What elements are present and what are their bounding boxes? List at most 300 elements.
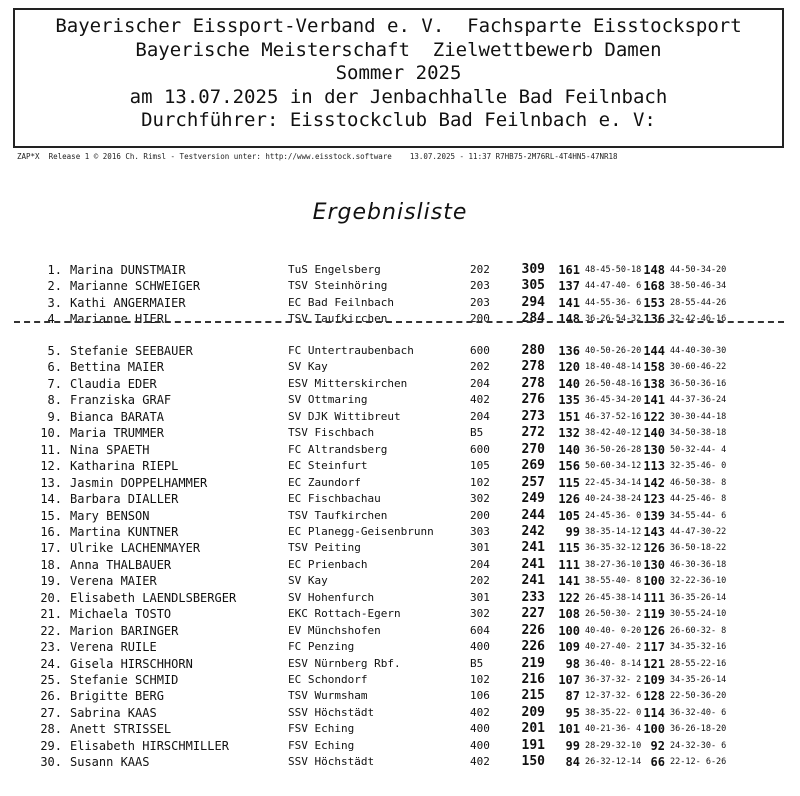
round2-score: 140: [643, 426, 665, 441]
club-name: TSV Peiting: [288, 541, 361, 555]
round2-score: 141: [643, 393, 665, 408]
total-score: 284: [521, 311, 545, 327]
result-row: [0, 343, 800, 359]
round2-score: 114: [643, 705, 665, 720]
club-code: 204: [470, 376, 490, 390]
round1-score: 108: [558, 607, 580, 622]
round1-score: 107: [558, 673, 580, 687]
total-score: 226: [521, 622, 545, 638]
rank: 18.: [40, 557, 62, 572]
athlete-name: Kathi ANGERMAIER: [70, 295, 186, 310]
qualification-separator: [14, 321, 784, 323]
total-score: 241: [521, 540, 545, 556]
club-name: EKC Rottach-Egern: [288, 607, 401, 621]
round1-detail: 26-50-48-16: [585, 378, 642, 389]
event-header-box: [13, 8, 784, 148]
round1-detail: 44-55-36- 6: [585, 297, 642, 308]
round2-detail: 36-35-26-14: [670, 592, 727, 603]
club-code: 204: [470, 557, 490, 571]
result-row: [0, 738, 800, 754]
total-score: 209: [521, 704, 545, 720]
round2-detail: 22-50-36-20: [670, 691, 727, 702]
round2-score: 92: [650, 738, 665, 753]
total-score: 257: [521, 474, 545, 490]
club-name: ESV Mitterskirchen: [288, 376, 408, 390]
round1-score: 141: [558, 295, 580, 310]
round2-score: 139: [643, 508, 665, 523]
round2-detail: 44-40-30-30: [670, 346, 727, 356]
round2-detail: 34-50-38-18: [670, 428, 727, 439]
rank: 28.: [40, 722, 62, 737]
club-code: 301: [470, 541, 490, 555]
round2-detail: 38-50-46-34: [670, 281, 727, 292]
result-row: [0, 606, 800, 622]
result-row: [0, 262, 800, 278]
club-name: EV Münchshofen: [288, 623, 381, 637]
athlete-name: Susann KAAS: [70, 755, 150, 770]
rank: 15.: [40, 508, 62, 523]
club-name: SV DJK Wittibreut: [288, 409, 401, 423]
round1-detail: 12-37-32- 6: [585, 691, 642, 702]
total-score: 273: [521, 408, 545, 424]
round1-score: 105: [558, 508, 580, 523]
round2-detail: 28-55-22-16: [670, 658, 727, 669]
round1-detail: 36-45-34-20: [585, 395, 642, 406]
round1-detail: 24-45-36- 0: [585, 510, 642, 521]
athlete-name: Michaela TOSTO: [70, 607, 172, 622]
round1-score: 84: [565, 755, 580, 770]
athlete-name: Stefanie SEEBAUER: [70, 344, 193, 358]
total-score: 280: [521, 343, 545, 358]
club-code: 302: [470, 492, 490, 506]
club-code: 102: [470, 673, 490, 686]
club-code: 600: [470, 442, 490, 456]
club-code: 202: [470, 360, 490, 374]
championship-line: Bayerische Meisterschaft Zielwettbewerb Damen: [135, 38, 662, 61]
club-name: SV Kay: [288, 574, 328, 588]
club-name: EC Schondorf: [288, 673, 368, 686]
round1-score: 98: [565, 656, 580, 671]
athlete-name: Marianne HIERL: [70, 312, 172, 327]
club-code: 200: [470, 312, 490, 326]
athlete-name: Mary BENSON: [70, 508, 150, 523]
round2-detail: 36-50-18-22: [670, 543, 727, 554]
athlete-name: Stefanie SCHMID: [70, 673, 179, 687]
total-score: 270: [521, 441, 545, 457]
club-name: ESV Nürnberg Rbf.: [288, 656, 401, 670]
round1-detail: 26-32-12-14: [585, 757, 642, 768]
result-row: [0, 540, 800, 556]
club-name: FC Untertraubenbach: [288, 344, 414, 357]
round1-detail: 26-50-30- 2: [585, 609, 642, 620]
athlete-name: Bianca BARATA: [70, 409, 164, 424]
round1-score: 151: [558, 409, 580, 424]
round2-score: 122: [643, 409, 665, 424]
round1-score: 120: [558, 360, 580, 375]
club-name: SV Hohenfurch: [288, 590, 375, 604]
club-name: FC Penzing: [288, 640, 355, 654]
athlete-name: Claudia EDER: [70, 376, 157, 391]
rank: 11.: [40, 442, 62, 457]
round2-score: 126: [643, 623, 665, 638]
round1-score: 140: [558, 376, 580, 391]
total-score: 276: [521, 392, 545, 408]
result-row: [0, 376, 800, 392]
round1-detail: 40-24-38-24: [585, 494, 642, 505]
club-code: 106: [470, 689, 490, 703]
round2-detail: 32-22-36-10: [670, 576, 727, 587]
club-name: SSV Höchstädt: [288, 705, 375, 719]
round2-score: 126: [643, 541, 665, 556]
athlete-name: Marion BARINGER: [70, 623, 179, 638]
round2-detail: 44-25-46- 8: [670, 494, 727, 505]
round1-score: 109: [558, 640, 580, 655]
round2-detail: 30-55-24-10: [670, 609, 727, 620]
club-code: 400: [470, 722, 490, 736]
round2-detail: 34-35-32-16: [670, 642, 727, 653]
round1-detail: 48-45-50-18: [585, 265, 642, 275]
rank: 9.: [47, 409, 62, 424]
round1-detail: 36-35-32-12: [585, 543, 642, 554]
round1-detail: 36-40- 8-14: [585, 658, 642, 669]
round1-score: 115: [558, 475, 580, 490]
total-score: 278: [521, 359, 545, 375]
round1-detail: 38-42-40-12: [585, 428, 642, 439]
result-row: [0, 491, 800, 507]
athlete-name: Jasmin DOPPELHAMMER: [70, 475, 208, 490]
result-row: [0, 705, 800, 721]
round1-detail: 22-45-34-14: [585, 477, 642, 488]
club-code: 402: [470, 755, 490, 769]
rank: 29.: [40, 738, 62, 753]
round1-score: 161: [558, 263, 580, 277]
total-score: 241: [521, 573, 545, 589]
round2-score: 144: [643, 344, 665, 358]
round1-score: 99: [565, 738, 580, 753]
result-row: [0, 656, 800, 672]
result-row: [0, 311, 800, 327]
round2-score: 158: [643, 360, 665, 375]
round1-detail: 38-55-40- 8: [585, 576, 642, 587]
rank: 13.: [40, 475, 62, 490]
round2-detail: 46-50-38- 8: [670, 477, 727, 488]
round2-detail: 44-37-36-24: [670, 395, 727, 406]
result-row: [0, 409, 800, 425]
round2-detail: 30-30-44-18: [670, 411, 727, 422]
result-row: [0, 359, 800, 375]
round2-detail: 30-60-46-22: [670, 362, 727, 373]
club-code: 203: [470, 295, 490, 309]
round1-score: 135: [558, 393, 580, 408]
total-score: 150: [521, 754, 545, 770]
rank: 19.: [40, 574, 62, 589]
round1-detail: 38-27-36-10: [585, 559, 642, 570]
athlete-name: Gisela HIRSCHHORN: [70, 656, 193, 671]
athlete-name: Verena RUILE: [70, 640, 157, 655]
total-score: 309: [521, 262, 545, 277]
club-name: TuS Engelsberg: [288, 263, 381, 276]
club-code: 200: [470, 508, 490, 522]
rank: 1.: [47, 263, 62, 277]
round2-score: 142: [643, 475, 665, 490]
round1-score: 137: [558, 279, 580, 294]
round2-detail: 26-60-32- 8: [670, 625, 727, 636]
round2-detail: 44-50-34-20: [670, 265, 727, 275]
round2-score: 130: [643, 557, 665, 572]
club-name: EC Bad Feilnbach: [288, 295, 394, 309]
athlete-name: Bettina MAIER: [70, 360, 164, 375]
round2-detail: 46-30-36-18: [670, 559, 727, 570]
round1-detail: 44-47-40- 6: [585, 281, 642, 292]
club-name: EC Fischbachau: [288, 492, 381, 506]
total-score: 305: [521, 278, 545, 294]
club-name: EC Planegg-Geisenbrunn: [288, 524, 434, 538]
rank: 22.: [40, 623, 62, 638]
round1-detail: 40-50-26-20: [585, 346, 642, 356]
total-score: 226: [521, 639, 545, 655]
round2-score: 128: [643, 689, 665, 704]
round1-score: 156: [558, 459, 580, 474]
rank: 30.: [40, 755, 62, 770]
round1-score: 111: [558, 557, 580, 572]
club-name: SV Ottmaring: [288, 393, 368, 407]
athlete-name: Brigitte BERG: [70, 689, 164, 704]
club-name: TSV Taufkirchen: [288, 312, 388, 326]
total-score: 215: [521, 688, 545, 704]
athlete-name: Barbara DIALLER: [70, 492, 179, 507]
result-row: [0, 573, 800, 589]
round2-score: 143: [643, 524, 665, 539]
round1-detail: 40-40- 0-20: [585, 625, 642, 636]
total-score: 216: [521, 672, 545, 687]
club-name: EC Zaundorf: [288, 475, 361, 489]
round1-detail: 28-29-32-10: [585, 740, 642, 751]
round1-detail: 38-35-22- 0: [585, 707, 642, 718]
athlete-name: Anna THALBAUER: [70, 557, 172, 572]
rank: 10.: [40, 426, 62, 441]
result-row: [0, 721, 800, 737]
federation-line: Bayerischer Eissport-Verband e. V. Fachsparte Eisstocksport: [55, 15, 742, 37]
club-code: 400: [470, 738, 490, 752]
rank: 7.: [47, 376, 62, 391]
round1-detail: 26-45-38-14: [585, 592, 642, 603]
round1-detail: 36-50-26-28: [585, 444, 642, 455]
athlete-name: Sabrina KAAS: [70, 705, 157, 720]
rank: 21.: [40, 607, 62, 622]
total-score: 269: [521, 458, 545, 474]
total-score: 244: [521, 507, 545, 523]
round2-score: 168: [643, 279, 665, 294]
round1-score: 136: [558, 344, 580, 358]
rank: 17.: [40, 541, 62, 556]
round1-score: 87: [565, 689, 580, 704]
round2-score: 113: [643, 459, 665, 474]
rank: 23.: [40, 640, 62, 655]
round2-detail: 50-32-44- 4: [670, 444, 727, 455]
total-score: 201: [521, 721, 545, 737]
club-name: FSV Eching: [288, 738, 355, 752]
round2-detail: 24-32-30- 6: [670, 740, 727, 751]
result-row: [0, 590, 800, 606]
result-row: [0, 458, 800, 474]
club-name: EC Prienbach: [288, 557, 368, 571]
total-score: 249: [521, 491, 545, 507]
round2-score: 153: [643, 295, 665, 310]
round2-detail: 34-55-44- 6: [670, 510, 727, 521]
club-name: EC Steinfurt: [288, 459, 368, 473]
club-code: 604: [470, 623, 490, 637]
result-row: [0, 278, 800, 294]
club-code: 203: [470, 279, 490, 293]
round2-detail: 36-50-36-16: [670, 378, 727, 389]
rank: 26.: [40, 689, 62, 704]
season-line: Sommer 2025: [335, 62, 462, 84]
club-code: B5: [470, 656, 484, 670]
rank: 14.: [40, 492, 62, 507]
result-row: [0, 524, 800, 540]
page-title: Ergebnisliste: [312, 200, 468, 225]
result-row: [0, 425, 800, 441]
round2-score: 136: [643, 312, 665, 327]
round1-score: 148: [558, 312, 580, 327]
athlete-name: Ulrike LACHENMAYER: [70, 541, 201, 556]
round2-score: 123: [643, 492, 665, 507]
club-name: TSV Steinhöring: [288, 279, 388, 293]
club-code: 303: [470, 524, 490, 538]
athlete-name: Elisabeth LAENDLSBERGER: [70, 590, 237, 605]
club-name: FC Altrandsberg: [288, 442, 388, 456]
total-score: 272: [521, 425, 545, 441]
round1-score: 122: [558, 590, 580, 605]
rank: 2.: [47, 279, 62, 294]
total-score: 242: [521, 523, 545, 539]
club-code: 202: [470, 574, 490, 588]
round1-score: 140: [558, 442, 580, 457]
athlete-name: Katharina RIEPL: [70, 459, 179, 474]
athlete-name: Verena MAIER: [70, 574, 157, 589]
round2-score: 111: [643, 590, 665, 605]
club-code: B5: [470, 426, 484, 440]
result-row: [0, 623, 800, 639]
round2-detail: 32-35-46- 0: [670, 461, 727, 472]
club-code: 105: [470, 459, 490, 473]
round1-score: 141: [558, 574, 580, 589]
rank: 24.: [40, 656, 62, 671]
round1-score: 99: [565, 524, 580, 539]
rank: 8.: [47, 393, 62, 408]
club-name: SV Kay: [288, 360, 328, 374]
rank: 3.: [47, 295, 62, 310]
rank: 12.: [40, 459, 62, 474]
athlete-name: Maria TRUMMER: [70, 426, 164, 441]
round2-detail: 22-12- 6-26: [670, 757, 727, 768]
round1-score: 115: [558, 541, 580, 556]
round2-detail: 36-32-40- 6: [670, 707, 727, 718]
total-score: 241: [521, 556, 545, 572]
rank: 4.: [47, 312, 62, 327]
round2-detail: 32-42-46-16: [670, 314, 727, 325]
round1-detail: 46-37-52-16: [585, 411, 642, 422]
club-name: SSV Höchstädt: [288, 755, 375, 769]
club-code: 302: [470, 607, 490, 621]
club-name: FSV Eching: [288, 722, 355, 736]
total-score: 227: [521, 606, 545, 622]
rank: 25.: [40, 673, 62, 687]
round1-detail: 38-35-14-12: [585, 526, 642, 537]
round2-score: 109: [643, 673, 665, 687]
club-code: 202: [470, 263, 490, 276]
total-score: 278: [521, 375, 545, 391]
rank: 20.: [40, 590, 62, 605]
club-code: 400: [470, 640, 490, 654]
round1-score: 100: [558, 623, 580, 638]
round2-detail: 28-55-44-26: [670, 297, 727, 308]
round1-score: 101: [558, 722, 580, 737]
athlete-name: Franziska GRAF: [70, 393, 172, 408]
round2-detail: 34-35-26-14: [670, 675, 727, 685]
result-row: [0, 688, 800, 704]
round2-score: 100: [643, 574, 665, 589]
result-row: [0, 557, 800, 573]
result-row: [0, 442, 800, 458]
round1-detail: 50-60-34-12: [585, 461, 642, 472]
round2-score: 121: [643, 656, 665, 671]
round1-detail: 18-40-48-14: [585, 362, 642, 373]
round1-score: 132: [558, 426, 580, 441]
rank: 16.: [40, 524, 62, 539]
round2-score: 117: [643, 640, 665, 655]
athlete-name: Marina DUNSTMAIR: [70, 263, 186, 277]
round2-score: 66: [650, 755, 665, 770]
round2-detail: 36-26-18-20: [670, 724, 727, 735]
round2-score: 119: [643, 607, 665, 622]
round2-score: 138: [643, 376, 665, 391]
round2-score: 148: [643, 263, 665, 277]
club-name: TSV Taufkirchen: [288, 508, 388, 522]
athlete-name: Martina KUNTNER: [70, 524, 179, 539]
round2-score: 130: [643, 442, 665, 457]
result-row: [0, 392, 800, 408]
club-code: 204: [470, 409, 490, 423]
round2-score: 100: [643, 722, 665, 737]
rank: 5.: [47, 344, 62, 358]
athlete-name: Marianne SCHWEIGER: [70, 279, 201, 294]
round2-detail: 44-47-30-22: [670, 526, 727, 537]
total-score: 233: [521, 589, 545, 605]
result-row: [0, 475, 800, 491]
round1-detail: 36-37-32- 2: [585, 675, 642, 685]
club-code: 102: [470, 475, 490, 489]
club-code: 301: [470, 590, 490, 604]
rank: 6.: [47, 360, 62, 375]
round1-score: 95: [565, 705, 580, 720]
result-row: [0, 639, 800, 655]
result-row: [0, 508, 800, 524]
club-name: TSV Fischbach: [288, 426, 375, 440]
organizer-line: Durchführer: Eisstockclub Bad Feilnbach e. V:: [141, 109, 656, 131]
result-row: [0, 295, 800, 311]
total-score: 191: [521, 737, 545, 753]
club-code: 600: [470, 344, 490, 357]
athlete-name: Elisabeth HIRSCHMILLER: [70, 738, 229, 753]
round1-score: 126: [558, 492, 580, 507]
rank: 27.: [40, 705, 62, 720]
athlete-name: Nina SPAETH: [70, 442, 150, 457]
athlete-name: Anett STRISSEL: [70, 722, 172, 737]
software-footer: ZAP*X Release 1 © 2016 Ch. Rimsl - Testversion unter: http://www.eisstock.software 13.07.2025 - 11:37 R7HB75-2M76RL-4T4HN5-47NR18: [17, 152, 618, 161]
club-name: TSV Wurmsham: [288, 689, 368, 703]
result-row: [0, 754, 800, 770]
